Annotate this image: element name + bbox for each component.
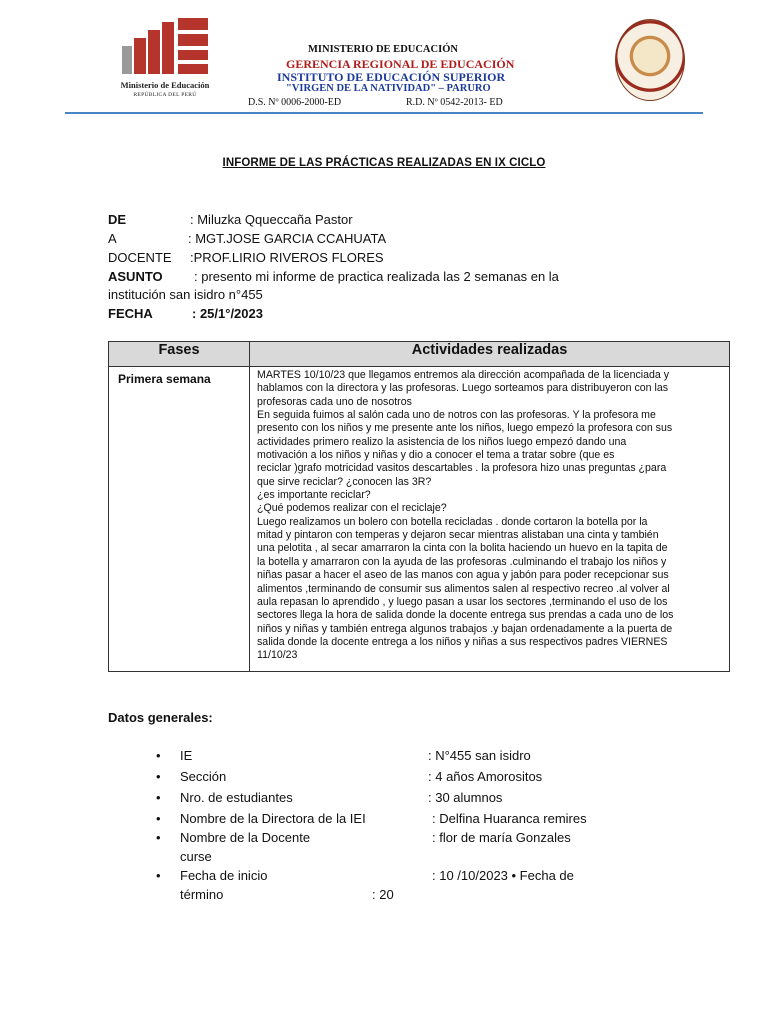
memo-a-label: A (108, 231, 117, 246)
memo-asunto-label: ASUNTO (108, 269, 163, 284)
datos-generales-list (156, 748, 626, 906)
header-gerencia: GERENCIA REGIONAL DE EDUCACIÓN (286, 57, 515, 71)
datos-label: Nro. de estudiantes (180, 790, 293, 805)
datos-value: : flor de maría Gonzales (432, 830, 571, 845)
memo-de-value: : Miluzka Qqueccaña Pastor (190, 212, 353, 227)
datos-label: Sección (180, 769, 227, 784)
header-virgen: "VIRGEN DE LA NATIVIDAD" – PARURO (286, 83, 491, 94)
datos-generales-heading: Datos generales: (108, 710, 213, 725)
memo-docente-label: DOCENTE (108, 250, 172, 265)
memo-docente-value: :PROF.LIRIO RIVEROS FLORES (190, 250, 384, 265)
report-title: INFORME DE LAS PRÁCTICAS REALIZADAS EN IX CICLO (222, 157, 546, 169)
datos-label: Nombre de la Docente (180, 830, 311, 845)
list-item (156, 830, 626, 868)
datos-value: : 10 /10/2023 • Fecha de (432, 868, 574, 883)
datos-label: Fecha de inicio (180, 868, 268, 883)
table-cell-activities (250, 367, 730, 672)
logo-blocks-icon (118, 16, 212, 76)
list-item (156, 811, 626, 830)
table-header-fases: Fases (109, 342, 250, 367)
list-item (156, 748, 626, 769)
bullet-icon: • (156, 830, 161, 845)
ministerio-logo (118, 16, 212, 104)
header-ds: D.S. Nº 0006-2000-ED (248, 97, 342, 108)
list-item (156, 790, 626, 811)
memo-fecha-label: FECHA (108, 306, 153, 321)
header-instituto: INSTITUTO DE EDUCACIÓN SUPERIOR (277, 70, 506, 84)
logo-name: Ministerio de Educación (120, 80, 210, 90)
memo-fecha-value: : 25/1°/2023 (192, 306, 263, 321)
bullet-icon: • (156, 748, 161, 763)
datos-value-continuation: : 20 (372, 887, 394, 902)
bullet-icon: • (156, 811, 161, 826)
header-ministerio: MINISTERIO DE EDUCACIÓN (308, 44, 458, 55)
header-rd: R.D. Nº 0542-2013- ED (406, 97, 503, 108)
table-cell-phase: Primera semana (109, 367, 250, 672)
datos-label: IE (180, 748, 193, 763)
table-header-row (109, 342, 730, 367)
datos-label-continuation: término (180, 887, 224, 902)
memo-asunto-continuation: institución san isidro n°455 (108, 287, 263, 302)
datos-value: : N°455 san isidro (428, 748, 531, 763)
memo-asunto-value: : presento mi informe de practica realizada las 2 semanas en la (194, 269, 559, 284)
list-item (156, 769, 626, 790)
table-row (109, 367, 730, 672)
list-item (156, 868, 626, 906)
institute-seal-icon (615, 19, 685, 101)
logo-country: REPÚBLICA DEL PERÚ (133, 92, 197, 98)
bullet-icon: • (156, 769, 161, 784)
header-divider (65, 112, 703, 114)
bullet-icon: • (156, 868, 161, 883)
memo-a-value: : MGT.JOSE GARCIA CCAHUATA (188, 231, 387, 246)
datos-value: : 30 alumnos (428, 790, 503, 805)
datos-label-continuation: curse (180, 849, 212, 864)
datos-label: Nombre de la Directora de la IEI (180, 811, 366, 826)
memo-de-label: DE (108, 212, 127, 227)
table-header-actividades: Actividades realizadas (250, 342, 730, 367)
activities-text: MARTES 10/10/23 que llegamos entremos ala dirección acompañada de la licenciada y hablamos con la directora y las profesoras. Luego sorteamos para distribuyeron con las profesoras cada uno de nosotros En seguida fuimos al salón cada uno de notros con las profesoras. Y la profesora me presento con los niños y me presente ante los niños, luego empezó la profesora con sus actividades primero realizo la asistencia de los niños luego empezó dando una motivación a los niños y niñas y dio a conocer el tema a tratar sobre (que es reciclar )grafo motricidad vasitos descartables . la profesora hizo unas preguntas ¿para que sirve reciclar? ¿conocen las 3R? ¿es importante reciclar? ¿Qué podemos realizar con el reciclaje? Luego realizamos un bolero con botella recicladas . donde cortaron la botella por la mitad y pintaron con temperas y dejaron secar mientras alistaban una cinta y también una pelotita , al secar amarraron la cinta con la bolita haciendo un huevo en la tapita de la botella y amarraron con la ayuda de las profesoras .culminando el trabajo los niños y niñas pasar a hacer el aseo de las manos con agua y jabón para poder recepcionar sus alimentos ,terminando de consumir sus alimentos salen al respectivo recreo .al volver al aula repasan lo aprendido , y luego pasan a usar los sectores ,terminando el uso de los sectores llega la hora de salida donde la docente entrega sus prendas a cada uno de los niños y niñas y también entrega algunos trabajos .y bajan ordenadamente a la puerta de salida donde la docente entrega a los niños y niñas a sus respectivos padres VIERNES 11/10/23 (257, 369, 674, 662)
activities-table (108, 341, 730, 672)
bullet-icon: • (156, 790, 161, 805)
datos-value: : 4 años Amorositos (428, 769, 543, 784)
datos-value: : Delfina Huaranca remires (432, 811, 587, 826)
